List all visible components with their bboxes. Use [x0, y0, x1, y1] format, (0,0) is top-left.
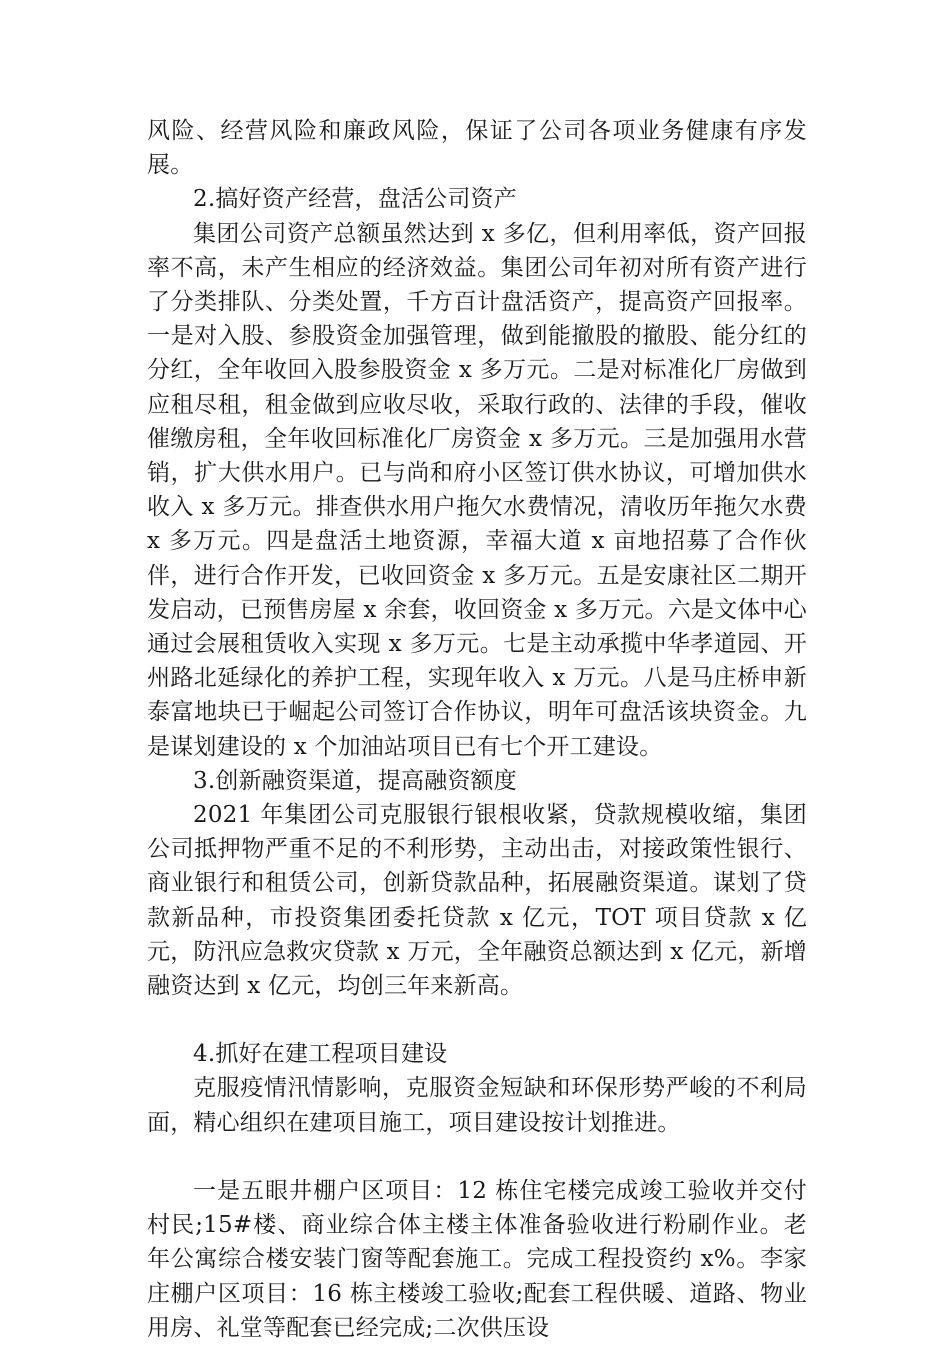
document-body [147, 114, 807, 1345]
paragraph-risk-summary: 风险、经营风险和廉政风险，保证了公司各项业务健康有序发展。 [147, 118, 807, 179]
blank-line [147, 1140, 807, 1174]
paragraph-construction-intro: 克服疫情汛情影响，克服资金短缺和环保形势严峻的不利局面，精心组织在建项目施工，项目建设按计划推进。 [147, 1075, 807, 1136]
blank-line [147, 1003, 807, 1037]
paragraph-asset-management: 集团公司资产总额虽然达到 x 多亿，但利用率低，资产回报率不高，未产生相应的经济效益。集团公司年初对所有资产进行了分类排队、分类处置，千方百计盘活资产，提高资产回报率。一是对入股、参股资金加强管理，做到能撤股的撤股、能分红的分红，全年收回入股参股资金 x 多万元。二是对标准化厂房做到应租尽租，租金做到应收尽收，采取行政的、法律的手段，催收催缴房租，全年收回标准化厂房资金 x 多万元。三是加强用水营销，扩大供水用户。已与尚和府小区签订供水协议，可增加供水收入 x 多万元。排查供水用户拖欠水费情况，清收历年拖欠水费 x 多万元。四是盘活土地资源，幸福大道 x 亩地招募了合作伙伴，进行合作开发，已收回资金 x 多万元。五是安康社区二期开发启动，已预售房屋 x 余套，收回资金 x 多万元。六是文体中心通过会展租赁收入实现 x 多万元。七是主动承揽中华孝道园、开州路北延绿化的养护工程，实现年收入 x 万元。八是马庄桥申新泰富地块已于崛起公司签订合作协议，明年可盘活该块资金。九是谋划建设的 x 个加油站项目已有七个开工建设。 [147, 220, 807, 760]
section-heading-3: 3.创新融资渠道，提高融资额度 [193, 767, 517, 794]
section-heading-2: 2.搞好资产经营，盘活公司资产 [193, 186, 517, 213]
paragraph-financing: 2021 年集团公司克服银行银根收紧，贷款规模收缩，集团公司抵押物严重不足的不利形势，主动出击，对接政策性银行、商业银行和租赁公司，创新贷款品种，拓展融资渠道。谋划了贷款新品种，市投资集团委托贷款 x 亿元，TOT 项目贷款 x 亿元，防汛应急救灾贷款 x 万元，全年融资总额达到 x 亿元，新增融资达到 x 亿元，均创三年来新高。 [147, 802, 807, 1000]
paragraph-project-details: 一是五眼井棚户区项目：12 栋住宅楼完成竣工验收并交付村民;15#楼、商业综合体主楼主体准备验收进行粉刷作业。老年公寓综合楼安装门窗等配套施工。完成工程投资约 x%。李家庄棚户区项目：16 栋主楼竣工验收;配套工程供暖、道路、物业用房、礼堂等配套已经完成;二次供压设 [147, 1177, 807, 1341]
section-heading-4: 4.抓好在建工程项目建设 [193, 1041, 448, 1068]
